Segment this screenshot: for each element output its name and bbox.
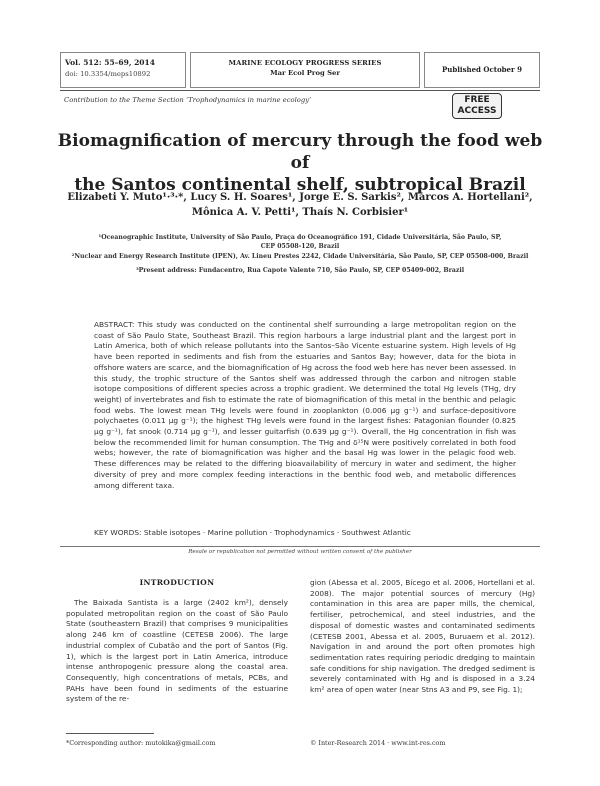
introduction-right-column: gion (Abessa et al. 2005, Bícego et al. 2006, Hortellani et al. 2008). The major potential sources of mercury (Hg) contamination in this area are paper mills, the chemical, fertiliser, petrochemical, and steel industries, and the disposal of domestic wastes and contaminated sediments (CETESB 2001, Abessa et al. 2005, Buruaem et al. 2012). Navigation in and around the port often promotes high sedimentation rates requiring periodic dredging to maintain safe conditions for ship navigation. The dredged sediment is severely contaminated with Hg and is disposed in a 3.24 km² area of open water (near Stns A3 and P9, see Fig. 1);: [310, 578, 535, 695]
article-title: [50, 130, 550, 196]
journal-abbrev: Mar Ecol Prog Ser: [270, 69, 340, 77]
affiliation-1: [20, 234, 580, 251]
authors-line-2: Mônica A. V. Petti¹, Thaís N. Corbisier¹: [191, 207, 409, 218]
header-divider: [60, 90, 540, 91]
footnote-rule: [66, 733, 154, 734]
introduction-heading: INTRODUCTION: [139, 578, 215, 587]
affiliation-1-line-2: CEP 05508-120, Brazil: [260, 242, 340, 250]
keywords: KEY WORDS: Stable isotopes · Marine pollution · Trophodynamics · Southwest Atlantic: [94, 528, 411, 537]
published-date: Published October 9: [442, 65, 522, 74]
free-access-badge: [452, 93, 502, 119]
title-line-1: Biomagnification of mercury through the food web of: [57, 131, 543, 173]
free-access-line2: ACCESS: [457, 106, 497, 116]
resale-notice: Resale or republication not permitted without written consent of the publisher: [188, 549, 412, 555]
author-list: [60, 190, 540, 220]
published-date-box: [424, 52, 540, 88]
free-access-line1: FREE: [464, 95, 490, 105]
affiliation-2: ²Nuclear and Energy Research Institute (IPEN), Av. Lineu Prestes 2242, Cidade Universitária, São Paulo, SP, CEP 05508-000, Brazil: [71, 253, 529, 260]
resale-divider: [60, 546, 540, 547]
copyright-notice: © Inter-Research 2014 · www.int-res.com: [310, 739, 446, 747]
journal-name-box: [190, 52, 420, 88]
theme-contribution: Contribution to the Theme Section ‘Trophodynamics in marine ecology’: [64, 96, 312, 104]
corresponding-author: *Corresponding author: mutokika@gmail.com: [66, 739, 216, 747]
doi-text[interactable]: doi: 10.3354/meps10892: [65, 70, 151, 78]
abstract: ABSTRACT: This study was conducted on the continental shelf surrounding a large metropolitan region on the coast of São Paulo State, Southeast Brazil. This region harbours a large industrial plant and the largest port in Latin America, both of which release pollutants into the Santos–São Vicente estuarine system. High levels of Hg have been reported in sediments and fish from the estuaries and Santos Bay; however, data for the biota in offshore waters are scarce, and the biomagnification of Hg across the food web here has never been assessed. In this study, the trophic structure of the Santos shelf was addressed through the carbon and nitrogen stable isotope compositions of different species across a trophic gradient. We determined the total Hg levels (THg, dry weight) of invertebrates and fish to estimate the rate of biomagnification of this metal in the benthic and pelagic food webs. The lowest mean THg levels were found in zooplankton (0.006 µg g⁻¹) and surface-depositivore polychaetes (0.011 µg g⁻¹); the highest THg levels were found in the largest fishes: Patagonian flounder (0.825 µg g⁻¹), fat snook (0.714 µg g⁻¹), and lesser guitarfish (0.639 µg g⁻¹). Overall, the Hg concentration in fish was below the recommended limit for human consumption. The THg and δ¹⁵N were positively correlated in both food webs; however, the rate of biomagnification was higher and the basal Hg was lower in the pelagic food web. These differences may be related to the differing bioavailability of mercury in water and sediment, the higher diversity of prey and more complex feeding interactions in the benthic food web, and metabolic differences among different taxa.: [94, 320, 516, 490]
authors-line-1: Elizabeti Y. Muto¹·³·*, Lucy S. H. Soares¹, Jorge E. S. Sarkis², Marcos A. Hortellani²,: [67, 192, 533, 203]
journal-volume-box: [60, 52, 186, 88]
volume-text: Vol. 512: 55–69, 2014: [65, 58, 155, 67]
affiliation-3: ³Present address: Fundacentro, Rua Capote Valente 710, São Paulo, SP, CEP 05409-002, Brazil: [135, 267, 465, 274]
title-line-2: the Santos continental shelf, subtropical Brazil: [74, 175, 526, 195]
introduction-left-column: The Baixada Santista is a large (2402 km²), densely populated metropolitan region on the coast of São Paulo State (southeastern Brazil) that comprises 9 municipalities along 246 km of coastline (CETESB 2006). The large industrial complex of Cubatão and the port of Santos (Fig. 1), which is the largest port in Latin America, introduce intense anthropogenic pressure along the coastal area. Consequently, high concentrations of metals, PCBs, and PAHs have been found in sediments of the estuarine system of the re-: [66, 598, 288, 704]
affiliation-1-line-1: ¹Oceanographic Institute, University of São Paulo, Praça do Oceanográfico 191, Cidade Universitária, São Paulo, SP,: [98, 234, 502, 241]
journal-name: MARINE ECOLOGY PROGRESS SERIES: [228, 59, 382, 67]
